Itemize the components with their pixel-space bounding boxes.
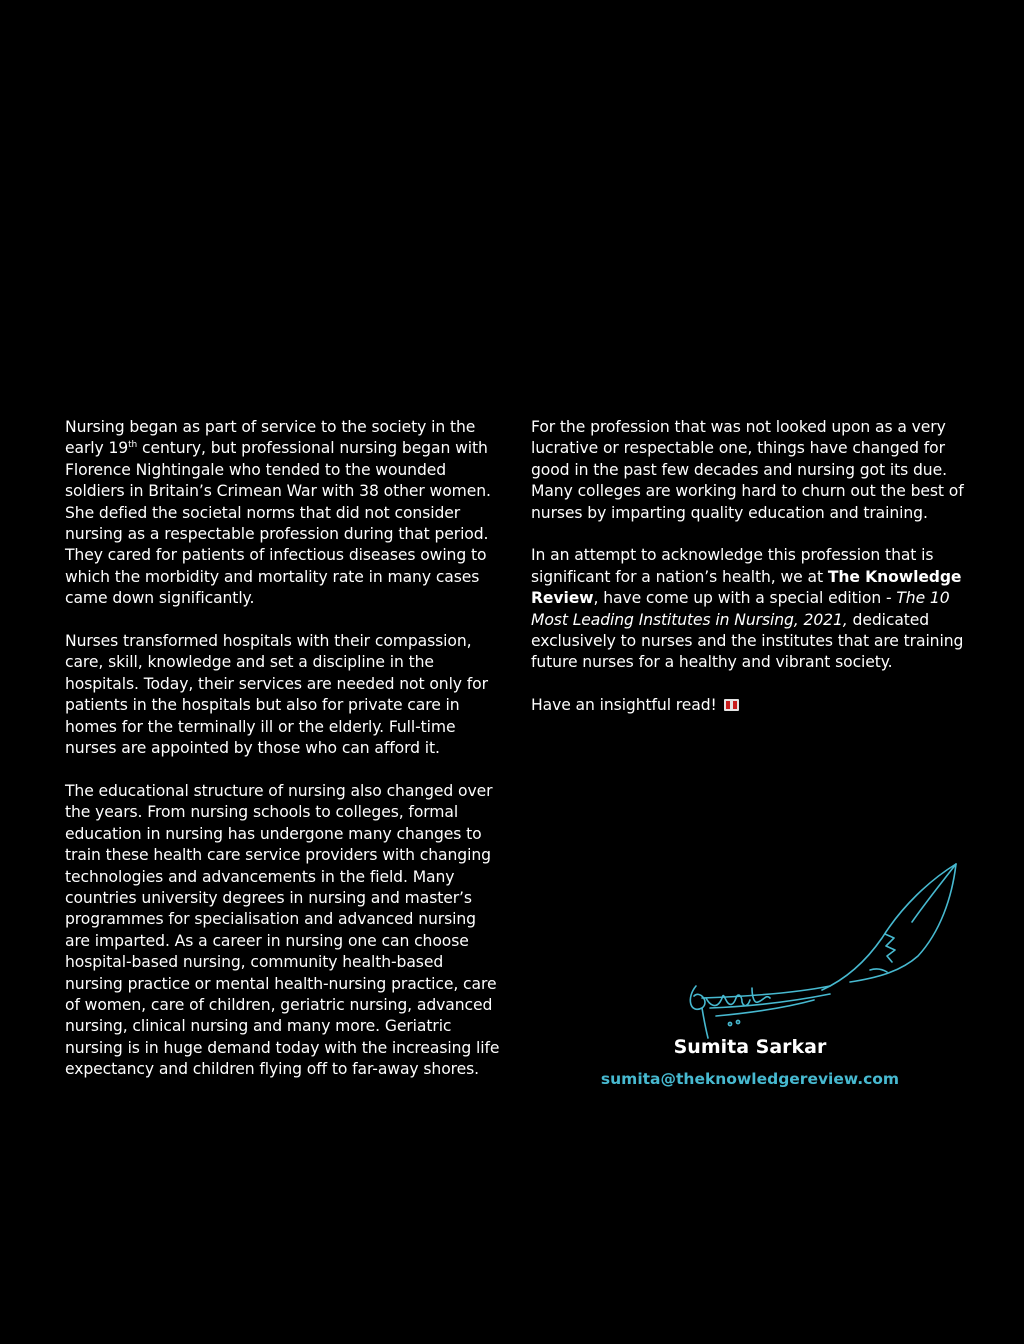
- author-email-link[interactable]: sumita@theknowledgereview.com: [600, 1070, 900, 1088]
- intro-paragraph: Nursing began as part of service to the society in the early 19th century, but professional nursing began with Florence Nightingale who tended to the wounded soldiers in Britain’s Crimean War with 38 other women. She defied the societal norms that did not consider nursing as a respectable profession during that period. They cared for patients of infectious diseases owing to which the morbidity and mortality rate in many cases came down significantly.: [65, 418, 491, 608]
- nurses-paragraph: Nurses transformed hospitals with their compassion, care, skill, knowledge and set a discipline in the hospitals. Today, their services are needed not only for patients in the hospitals but also for private care in homes for the terminally ill or the elderly. Full-time nurses are appointed by those who can afford it.: [65, 632, 488, 758]
- tkr-logo-icon: [724, 699, 739, 711]
- left-column: [65, 417, 505, 1102]
- magazine-name: The Knowledge Review: [531, 567, 962, 608]
- handwritten-signature-with-quill-icon: [680, 858, 970, 1043]
- closing-paragraph: Have an insightful read!: [531, 695, 966, 716]
- education-paragraph: The educational structure of nursing also changed over the years. From nursing schools to colleges, formal education in nursing has undergone many changes to train these health care service providers with changing technologies and advancements in the field. Many countries university degrees in nursing and master’s programmes for specialisation and advanced nursing are imparted. As a career in nursing one can choose hospital-based nursing, community health-based nursing practice or mental health-nursing practice, care of women, care of children, geriatric nursing, advanced nursing, clinical nursing and many more. Geriatric nursing is in huge demand today with the increasing life expectancy and children flying off to far-away shores.: [65, 781, 500, 1079]
- superscript-th: th: [128, 440, 138, 451]
- right-column: [531, 417, 966, 738]
- edition-title: The 10 Most Leading Institutes in Nursing, 2021,: [531, 589, 950, 629]
- edition-paragraph: In an attempt to acknowledge this profession that is significant for a nation’s health, we at The Knowledge Review, have come up with a special edition - The 10 Most Leading Institutes in Nursing, 2021, dedicated exclusively to nurses and the institutes that are training future nurses for a healthy and vibrant society.: [531, 546, 964, 672]
- author-name: Sumita Sarkar: [673, 1036, 827, 1058]
- profession-paragraph: For the profession that was not looked upon as a very lucrative or respectable one, things have changed for good in the past few decades and nursing got its due. Many colleges are working hard to churn out the best of nurses by imparting quality education and training.: [531, 418, 964, 522]
